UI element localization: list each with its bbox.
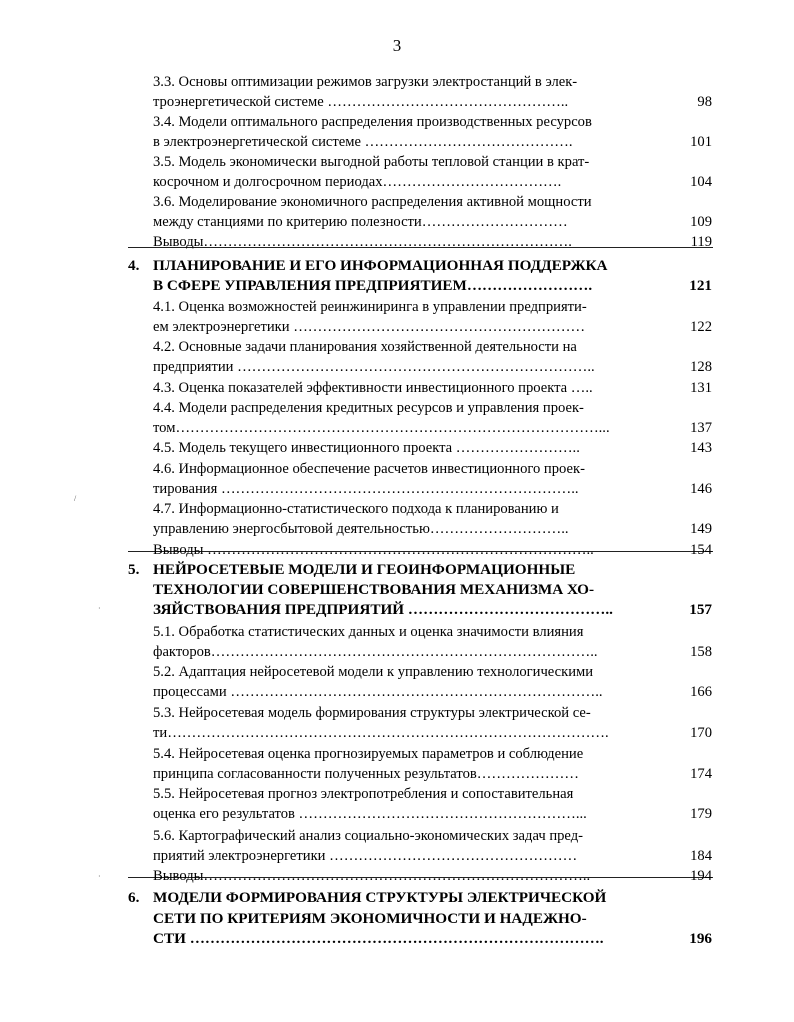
- toc-entry-line: [0, 438, 794, 458]
- entry-title: 5.6. Картографический анализ социально-экономических задач пред-: [153, 828, 584, 844]
- entry-title: предприятии ………………………………………………………………..: [153, 359, 595, 375]
- entry-title: в электроэнергетической системе …………………………………….: [153, 134, 573, 150]
- page-reference: 143: [690, 440, 712, 456]
- page-reference: 109: [690, 214, 712, 230]
- entry-title: МОДЕЛИ ФОРМИРОВАНИЯ СТРУКТУРЫ ЭЛЕКТРИЧЕСКОЙ: [153, 889, 607, 906]
- page-reference: 196: [689, 930, 712, 947]
- toc-entry-line: [0, 866, 794, 886]
- scan-mark: ·: [98, 604, 101, 613]
- toc-chapter-line: [0, 276, 794, 296]
- toc-chapter-line: [0, 600, 794, 620]
- toc-chapter-line: [0, 929, 794, 949]
- page-reference: 170: [690, 725, 712, 741]
- toc-entry-line: [0, 337, 794, 357]
- page-reference: 149: [690, 521, 712, 537]
- toc-entry-line: [0, 418, 794, 438]
- toc-entry-line: [0, 232, 794, 252]
- toc-entry-line: [0, 172, 794, 192]
- entry-title: 4.1. Оценка возможностей реинжиниринга в управлении предприяти-: [153, 299, 587, 315]
- toc-entry-line: [0, 826, 794, 846]
- entry-title: 4.6. Информационное обеспечение расчетов инвестиционного проек-: [153, 461, 585, 477]
- page-reference: 137: [690, 420, 712, 436]
- toc-entry-line: [0, 112, 794, 132]
- entry-title: ТЕХНОЛОГИИ СОВЕРШЕНСТВОВАНИЯ МЕХАНИЗМА ХО-: [153, 581, 595, 598]
- chapter-number: 5.: [128, 561, 140, 578]
- toc-entry-line: [0, 519, 794, 539]
- entry-title: СТИ ……………………………………………………………………….: [153, 930, 604, 947]
- entry-title: 4.7. Информационно-статистического подхода к планированию и: [153, 501, 559, 517]
- page-reference: 119: [690, 234, 712, 250]
- toc-entry-line: [0, 378, 794, 398]
- page-reference: 121: [689, 277, 712, 294]
- toc-entry-line: [0, 540, 794, 560]
- entry-title: косрочном и долгосрочном периодах……………………………….: [153, 174, 562, 190]
- entry-title: Выводы……………………………………………………………………..: [153, 868, 591, 884]
- page-reference: 184: [690, 848, 712, 864]
- entry-title: управлению энергосбытовой деятельностью………………………..: [153, 521, 569, 537]
- entry-title: 3.6. Моделирование экономичного распределения активной мощности: [153, 194, 592, 210]
- entry-title: 5.1. Обработка статистических данных и оценка значимости влияния: [153, 624, 584, 640]
- entry-title: 4.2. Основные задачи планирования хозяйственной деятельности на: [153, 339, 577, 355]
- toc-chapter-line: [0, 888, 794, 908]
- entry-title: СЕТИ ПО КРИТЕРИЯМ ЭКОНОМИЧНОСТИ И НАДЕЖНО-: [153, 910, 587, 927]
- entry-title: ти……………………………………………………………………………….: [153, 725, 609, 741]
- toc-entry-line: [0, 132, 794, 152]
- toc-entry-line: [0, 499, 794, 519]
- entry-title: Выводы………………………………………………………………….: [153, 234, 572, 250]
- page-reference: 101: [690, 134, 712, 150]
- scan-mark: /: [74, 494, 77, 503]
- entry-title: 5.3. Нейросетевая модель формирования структуры электрической се-: [153, 705, 591, 721]
- entry-title: 5.2. Адаптация нейросетевой модели к управлению технологическими: [153, 664, 594, 680]
- toc-chapter-line: [0, 560, 794, 580]
- toc-entry-line: [0, 744, 794, 764]
- page-reference: 194: [690, 868, 712, 884]
- toc-entry-line: [0, 72, 794, 92]
- toc-chapter-line: [0, 909, 794, 929]
- toc-entry-line: [0, 703, 794, 723]
- entry-title: процессами …………………………………………………………………..: [153, 684, 603, 700]
- page-reference: 179: [690, 806, 712, 822]
- toc-entry-line: [0, 459, 794, 479]
- toc-entry-line: [0, 357, 794, 377]
- toc-entry-line: [0, 804, 794, 824]
- entry-title: тирования ………………………………………………………………..: [153, 481, 579, 497]
- toc-entry-line: [0, 317, 794, 337]
- entry-title: 4.5. Модель текущего инвестиционного проекта ……………………..: [153, 440, 580, 456]
- toc-entry-line: [0, 212, 794, 232]
- entry-title: НЕЙРОСЕТЕВЫЕ МОДЕЛИ И ГЕОИНФОРМАЦИОННЫЕ: [153, 561, 576, 578]
- page-reference: 157: [689, 601, 712, 618]
- toc-entry-line: [0, 479, 794, 499]
- toc-entry-line: [0, 297, 794, 317]
- entry-title: 4.3. Оценка показателей эффективности инвестиционного проекта …..: [153, 380, 593, 396]
- page-reference: 122: [690, 319, 712, 335]
- toc-entry-line: [0, 682, 794, 702]
- page-reference: 98: [697, 94, 712, 110]
- entry-title: 3.5. Модель экономически выгодной работы тепловой станции в крат-: [153, 154, 590, 170]
- page-reference: 146: [690, 481, 712, 497]
- toc-entry-line: [0, 784, 794, 804]
- page-reference: 174: [690, 766, 712, 782]
- entry-title: между станциями по критерию полезности…………………………: [153, 214, 568, 230]
- toc-entry-line: [0, 192, 794, 212]
- entry-title: том……………………………………………………………………………...: [153, 420, 610, 436]
- entry-title: 4.4. Модели распределения кредитных ресурсов и управления проек-: [153, 400, 584, 416]
- page-reference: 166: [690, 684, 712, 700]
- entry-title: 5.4. Нейросетевая оценка прогнозируемых параметров и соблюдение: [153, 746, 584, 762]
- entry-title: ем электроэнергетики ……………………………………………………: [153, 319, 586, 335]
- entry-title: ПЛАНИРОВАНИЕ И ЕГО ИНФОРМАЦИОННАЯ ПОДДЕРЖКА: [153, 257, 608, 274]
- entry-title: 5.5. Нейросетевая прогноз электропотребления и сопоставительная: [153, 786, 574, 802]
- entry-title: В СФЕРЕ УПРАВЛЕНИЯ ПРЕДПРИЯТИЕМ…………………….: [153, 277, 593, 294]
- toc-chapter-line: [0, 256, 794, 276]
- page-reference: 128: [690, 359, 712, 375]
- toc-entry-line: [0, 398, 794, 418]
- entry-title: приятий электроэнергетики ……………………………………………: [153, 848, 578, 864]
- page-number: 3: [392, 36, 402, 55]
- toc-entry-line: [0, 723, 794, 743]
- toc-entry-line: [0, 846, 794, 866]
- entry-title: 3.3. Основы оптимизации режимов загрузки электростанций в элек-: [153, 74, 578, 90]
- toc-entry-line: [0, 642, 794, 662]
- entry-title: 3.4. Модели оптимального распределения производственных ресурсов: [153, 114, 592, 130]
- entry-title: факторов……………………………………………………………………..: [153, 644, 598, 660]
- toc-entry-line: [0, 764, 794, 784]
- toc-entry-line: [0, 152, 794, 172]
- entry-title: Выводы ……………………………………………………………………..: [153, 542, 594, 558]
- page-reference: 158: [690, 644, 712, 660]
- page-reference: 154: [690, 542, 712, 558]
- scan-mark: ·: [98, 872, 101, 881]
- toc-entry-line: [0, 622, 794, 642]
- entry-title: троэнергетической системе …………………………………………..: [153, 94, 569, 110]
- page-reference: 104: [690, 174, 712, 190]
- chapter-number: 6.: [128, 889, 140, 906]
- entry-title: ЗЯЙСТВОВАНИЯ ПРЕДПРИЯТИЙ …………………………………..: [153, 601, 613, 618]
- toc-entry-line: [0, 92, 794, 112]
- page-reference: 131: [690, 380, 712, 396]
- chapter-number: 4.: [128, 257, 140, 274]
- toc-entry-line: [0, 662, 794, 682]
- entry-title: принципа согласованности полученных результатов…………………: [153, 766, 579, 782]
- toc-chapter-line: [0, 580, 794, 600]
- entry-title: оценка его результатов …………………………………………………...: [153, 806, 587, 822]
